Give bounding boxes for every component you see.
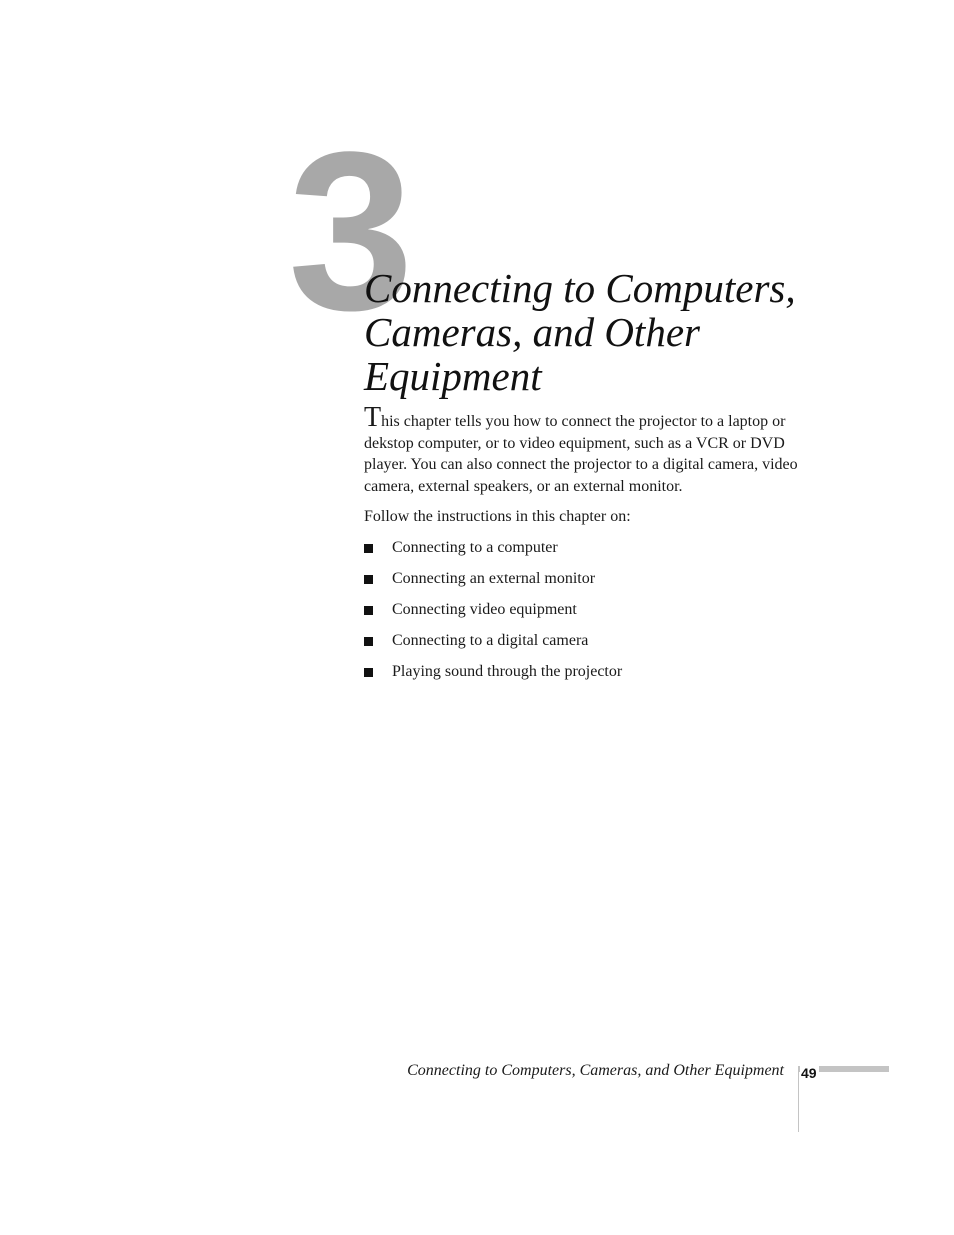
drop-cap: T [364, 402, 382, 433]
intro-text: his chapter tells you how to connect the projector to a laptop or dekstop computer, or to video equipment, such as a VCR or DVD player. You can also connect the projector to a digital camera, video camera, external speakers, or an external monitor. [364, 413, 798, 495]
chapter-title-line-1: Connecting to Computers, [364, 265, 796, 311]
chapter-number: 3 [288, 104, 410, 357]
list-item-text: Connecting video equipment [392, 600, 577, 618]
list-item [364, 568, 824, 599]
chapter-title-line-2: Cameras, and Other [364, 309, 700, 355]
list-item-text: Connecting to a digital camera [392, 631, 589, 649]
list-item [364, 599, 824, 630]
running-footer-title: Connecting to Computers, Cameras, and Other Equipment [407, 1062, 784, 1079]
chapter-body [364, 402, 824, 692]
chapter-title-line-3: Equipment [364, 353, 542, 399]
list-item [364, 630, 824, 661]
chapter-title [364, 266, 864, 398]
footer-rule [798, 1066, 799, 1132]
square-bullet-icon [364, 606, 373, 615]
topic-list [364, 537, 824, 692]
follow-instructions-text: Follow the instructions in this chapter on: [364, 508, 631, 525]
list-item [364, 537, 824, 568]
square-bullet-icon [364, 668, 373, 677]
list-item-text: Playing sound through the projector [392, 662, 623, 680]
square-bullet-icon [364, 637, 373, 646]
list-item-text: Connecting to a computer [392, 538, 558, 556]
square-bullet-icon [364, 544, 373, 553]
intro-paragraph [364, 402, 824, 497]
square-bullet-icon [364, 575, 373, 584]
page-number: 49 [801, 1065, 817, 1081]
list-item [364, 661, 824, 692]
list-item-text: Connecting an external monitor [392, 569, 596, 587]
